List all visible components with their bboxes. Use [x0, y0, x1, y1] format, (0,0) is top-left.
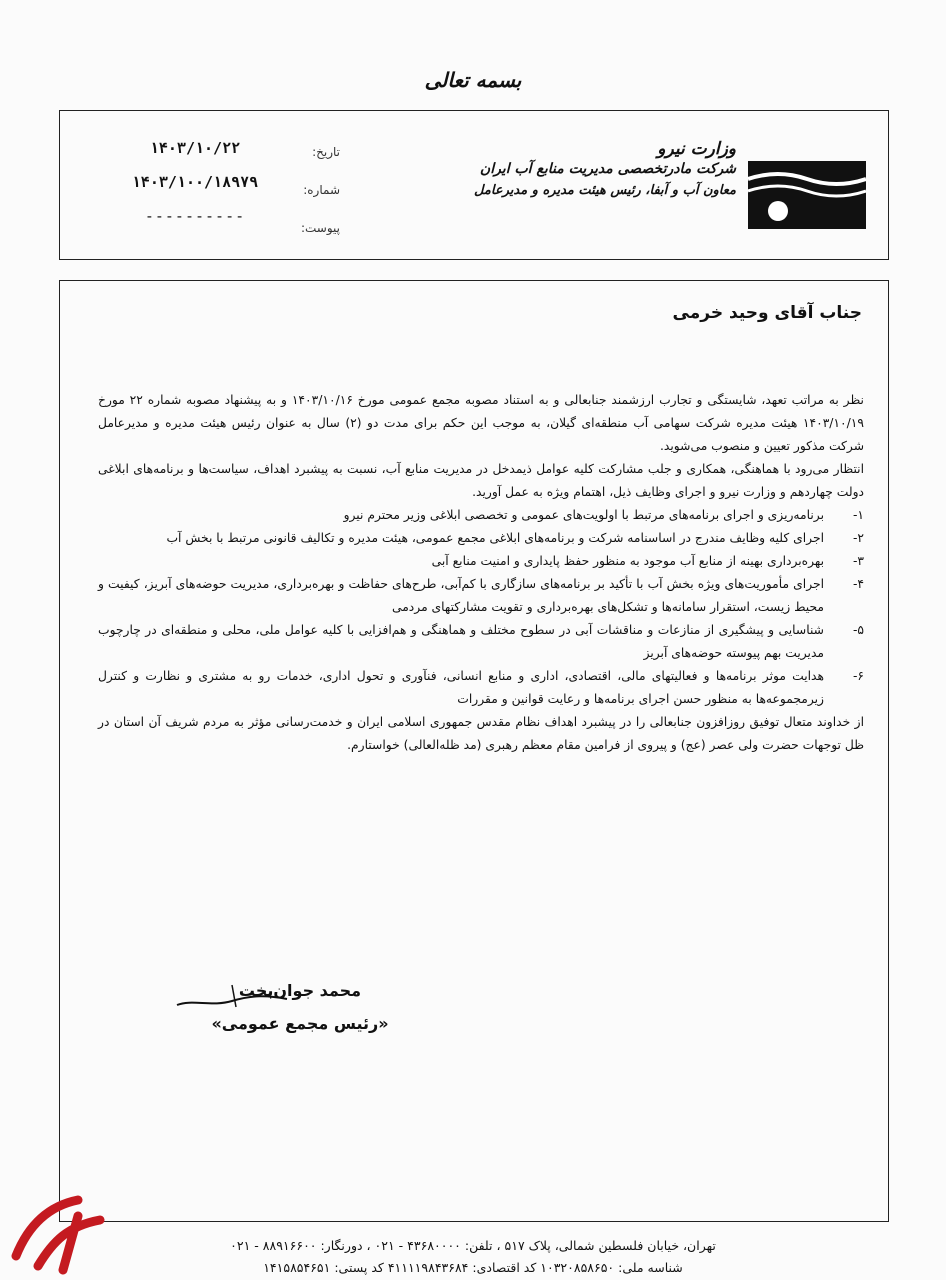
- letterhead-box: [59, 110, 889, 260]
- signatory-name: محمد جوان‌بخت: [238, 981, 362, 1000]
- meta-values: [100, 137, 290, 239]
- organization-block: [436, 139, 736, 198]
- attachment-label: پیوست:: [300, 221, 340, 235]
- list-item: [98, 550, 864, 573]
- letter-content: [98, 389, 864, 757]
- item-text: اجرای کلیه وظایف مندرج در اساسنامه شرکت و برنامه‌های ابلاغی مجمع عمومی، هیئت مدیره و تکالیف قانونی مرتبط با بخش آب: [166, 531, 824, 545]
- signature-block: [180, 981, 420, 1033]
- item-text: اجرای مأموریت‌های ویژه بخش آب با تأکید بر برنامه‌های سازگاری با کم‌آبی، طرح‌های حفاظت و بهره‌برداری، مدیریت حوضه‌های آبریز، کیفیت و محیط زیست، استقرار سامانه‌ها و تشکل‌های بهره‌برداری و تقویت مشارکتهای مردمی: [98, 577, 824, 614]
- letter-body-box: [59, 280, 889, 1222]
- item-text: هدایت موثر برنامه‌ها و فعالیتهای مالی، اقتصادی، اداری و منابع انسانی، فنآوری و تحول اداری، خدمات رو به مشتری و نظارت و کنترل زیرمجموعه‌ها به منظور حسن اجرای برنامه‌ها و رعایت قوانین و مقررات: [98, 669, 824, 706]
- signatory-title: «رئیس مجمع عمومی»: [211, 1014, 389, 1033]
- attachment-value: ----------: [144, 207, 246, 225]
- list-item: [98, 665, 864, 711]
- footer-ids: شناسه ملی: ۱۰۳۲۰۸۵۸۶۵۰ کد اقتصادی: ۴۱۱۱۱۹۸۴۳۶۸۴ کد پستی: ۱۴۱۵۸۵۴۶۵۱: [263, 1260, 683, 1275]
- item-number: ۳-: [852, 554, 864, 568]
- item-number: ۱-: [852, 508, 864, 522]
- office-title: معاون آب و آبفا، رئیس هیئت مدیره و مدیرعامل: [474, 183, 736, 198]
- list-item: [98, 619, 864, 665]
- list-item: [98, 527, 864, 550]
- paragraph-expectation: انتظار می‌رود با هماهنگی، همکاری و جلب مشارکت کلیه عوامل ذیمدخل در مدیریت منابع آب، نسبت به پیشبرد اهداف، سیاست‌ها و برنامه‌های ابلاغی دولت چهاردهم و وزارت نیرو و اجرای وظایف ذیل، اهتمام ویژه به عمل آورید.: [98, 462, 864, 499]
- item-text: برنامه‌ریزی و اجرای برنامه‌های مرتبط با اولویت‌های عمومی و تخصصی ابلاغی وزیر محترم نیرو: [343, 508, 824, 522]
- paragraph-intro: نظر به مراتب تعهد، شایستگی و تجارب ارزشمند جنابعالی و به استناد مصوبه مجمع عمومی مورخ ۱۴۰۳/۱۰/۱۶ و به پیشنهاد مصوبه شماره ۲۲ مورخ ۱۴۰۳/۱۰/۱۹ هیئت مدیره شرکت سهامی آب منطقه‌ای گیلان، به موجب این حکم برای مدت دو (۲) سال به عنوان رئیس هیئت مدیره و مدیرعامل شرکت مذکور تعیین و منصوب می‌شوید.: [98, 393, 864, 453]
- date-value: ۱۴۰۳/۱۰/۲۲: [149, 139, 241, 157]
- item-text: شناسایی و پیشگیری از منازعات و مناقشات آبی در سطوح مختلف و هماهنگی و هم‌افزایی با کلیه عوامل ملی، محلی و منطقه‌ای در چارچوب مدیریت بهم پیوسته حوضه‌های آبریز: [98, 623, 824, 660]
- signature-stroke-icon: [172, 977, 292, 1017]
- ministry-logo-icon: [748, 161, 866, 229]
- ministry-name: وزارت نیرو: [657, 139, 736, 159]
- footer-address: تهران، خیابان فلسطین شمالی، پلاک ۵۱۷ ، تلفن: ۴۳۶۸۰۰۰۰ - ۰۲۱ ، دورنگار: ۸۸۹۱۶۶۰۰ - ۰۲۱: [230, 1238, 716, 1253]
- item-number: ۲-: [852, 531, 864, 545]
- item-number: ۴-: [852, 577, 864, 591]
- news-watermark-logo: [8, 1186, 108, 1276]
- bismillah-heading: بسمه تعالی: [424, 68, 522, 92]
- item-number: ۵-: [852, 623, 864, 637]
- number-value: ۱۴۰۳/۱۰۰/۱۸۹۷۹: [131, 173, 259, 191]
- date-label: تاریخ:: [312, 145, 340, 159]
- list-item: [98, 504, 864, 527]
- company-name: شرکت مادرتخصصی مدیریت منابع آب ایران: [479, 161, 736, 177]
- paragraph-closing: از خداوند متعال توفیق روزافزون جنابعالی را در پیشبرد اهداف نظام مقدس جمهوری اسلامی ایران و خدمت‌رسانی مؤثر به مردم شریف آن استان در ظل توجهات حضرت ولی عصر (عج) و پیروی از فرامین مقام معظم رهبری (مد ظله‌العالی) خواستارم.: [98, 715, 864, 752]
- item-number: ۶-: [852, 669, 864, 683]
- number-label: شماره:: [303, 183, 340, 197]
- list-item: [98, 573, 864, 619]
- item-text: بهره‌برداری بهینه از منابع آب موجود به منظور حفظ پایداری و امنیت منابع آبی: [431, 554, 824, 568]
- recipient-line: جناب آقای وحید خرمی: [672, 303, 862, 323]
